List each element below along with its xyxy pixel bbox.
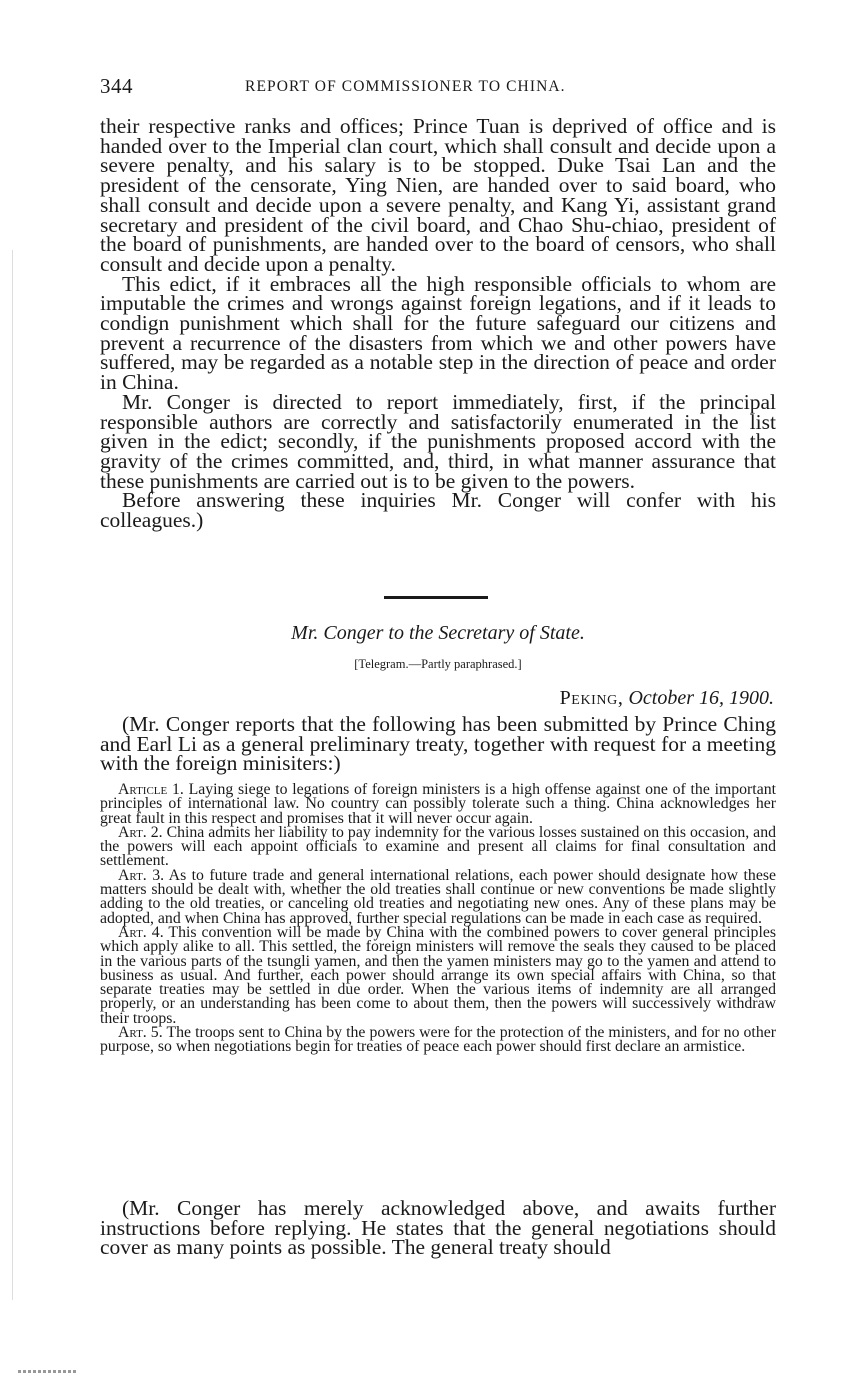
closing-text-block xyxy=(100,1196,776,1260)
intro-text-block xyxy=(100,712,776,776)
page-edge-shadow xyxy=(12,250,13,1300)
dateline-date: October 16, 1900. xyxy=(628,687,774,709)
article-1 xyxy=(100,783,776,826)
article-3-label: Art. 3. xyxy=(118,866,165,884)
article-2 xyxy=(100,823,776,870)
article-1-text: Laying siege to legations of foreign ministers is a high offense against one of the important principles of international law. No country can possibly tolerate such a thing. China acknowledges her great fault in this respect and promises that it will never occur again. xyxy=(100,781,776,827)
page-number: 344 xyxy=(100,74,133,98)
intro-paragraph: (Mr. Conger reports that the following has been submitted by Prince Ching and Earl Li as a general preliminary treaty, together with request for a meeting with the foreign minisiters:) xyxy=(100,712,776,776)
article-5-text: The troops sent to China by the powers were for the protection of the ministers, and for no other purpose, so when negotiations begin for treaties of peace each power should first declare an armistice. xyxy=(100,1024,776,1056)
telegram-note: [Telegram.—Partly paraphrased.] xyxy=(354,657,522,671)
top-text-block xyxy=(100,114,776,533)
article-3 xyxy=(100,866,777,927)
dispatch-heading: Mr. Conger to the Secretary of State. xyxy=(291,622,585,644)
paragraph-edict: This edict, if it embraces all the high responsible officials to whom are imputable the crimes and wrongs against foreign legations, and if it leads to condign punishment which shall for the future safeguard our citizens and prevent a recurrence of the disasters from which we and other powers have suffered, may be regarded as a notable step in the direction of peace and order in China. xyxy=(100,271,776,395)
article-5 xyxy=(100,1026,776,1055)
article-2-text: China admits her liability to pay indemnity for the various losses sustained on this occasion, and the powers will each appoint officials to examine and present all claims for final consultation and settlement. xyxy=(100,823,776,870)
article-1-label: Article 1. xyxy=(118,781,184,798)
paragraph-confer: Before answering these inquiries Mr. Conger will confer with his colleagues.) xyxy=(100,488,776,533)
dateline xyxy=(560,687,774,710)
article-3-text: As to future trade and general international relations, each power should designate how these matters should be dealt with, whether the old treaties shall continue or new conventions be made slightly adding to the old treaties, or canceling old treaties and negotiating new ones. Any of these plans may be adopted, and when China has approved, further special regulations can be made in each case as required. xyxy=(100,866,777,927)
article-4-label: Art. 4. xyxy=(118,923,164,941)
article-5-label: Art. 5. xyxy=(118,1024,163,1042)
paragraph-continued: their respective ranks and offices; Prince Tuan is deprived of office and is handed over to the Imperial clan court, which shall consult and decide upon a severe penalty, and his salary is to be stopped. Duke Tsai Lan and the president of the censorate, Ying Nien, are handed over to said board, who shall consult and decide upon a severe penalty, and Kang Yi, assistant grand secretary and president of the civil board, and Chao Shu-chiao, president of the board of punishments, are handed over to the board of censors, who shall consult and decide upon a penalty. xyxy=(100,114,776,276)
running-title: REPORT OF COMMISSIONER TO CHINA. xyxy=(245,78,566,95)
scan-artifact xyxy=(18,1370,78,1373)
running-header xyxy=(100,74,776,100)
closing-paragraph: (Mr. Conger has merely acknowledged above, and awaits further instructions before replying. He states that the general negotiations should cover as many points as possible. The general treaty should xyxy=(100,1196,776,1260)
paragraph-directive: Mr. Conger is directed to report immediately, first, if the principal responsible authors are correctly and satisfactorily enumerated in the list given in the edict; secondly, if the punishments proposed accord with the gravity of the crimes committed, and, third, in what manner assurance that these punishments are carried out is to be given to the powers. xyxy=(100,389,776,493)
section-divider xyxy=(384,596,488,599)
article-4 xyxy=(100,923,776,1027)
dateline-place: Peking, xyxy=(559,687,624,709)
article-4-text: This convention will be made by China with the combined powers to cover general principles which apply alike to all. This settled, the foreign ministers will remove the seals they caused to be placed in the various parts of the tsungli yamen, and then the yamen ministers may go to the yamen and attend to business as usual. And further, each power should arrange its own special affairs with China, so that separate treaties may be settled in due order. When the various items of indemnity are all arranged properly, or an understanding has been come to about them, then the powers will successively withdraw their troops. xyxy=(100,923,776,1027)
treaty-articles xyxy=(100,783,776,1055)
article-2-label: Art. 2. xyxy=(118,823,163,841)
